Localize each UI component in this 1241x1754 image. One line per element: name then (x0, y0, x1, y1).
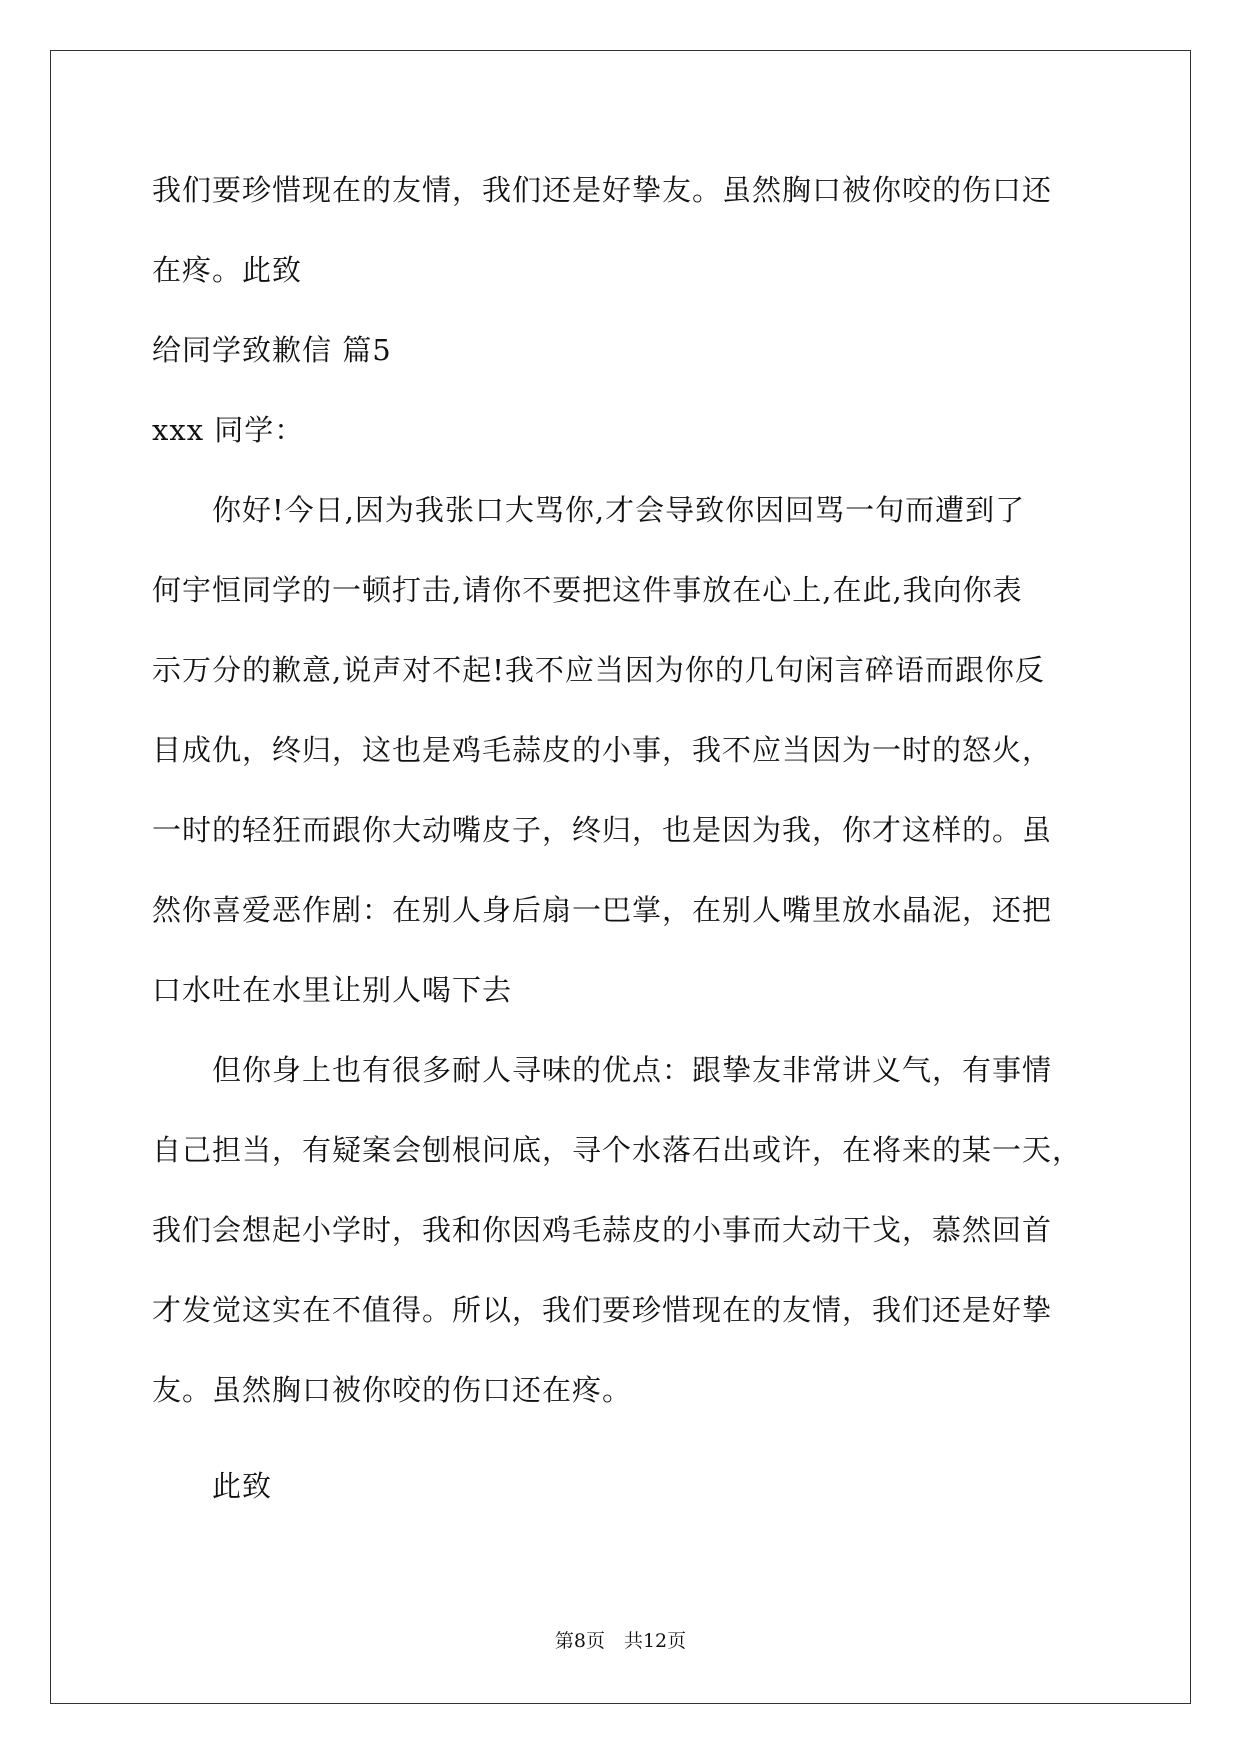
body-line: 一时的轻狂而跟你大动嘴皮子，终归，也是因为我，你才这样的。虽 (152, 813, 1053, 847)
body-line: 目成仇，终归，这也是鸡毛蒜皮的小事，我不应当因为一时的怒火， (152, 733, 1053, 767)
body-line: 你好!今日,因为我张口大骂你,才会导致你因回骂一句而遭到了 (212, 493, 1026, 527)
body-line: 友。虽然胸口被你咬的伤口还在疼。 (152, 1373, 633, 1407)
body-line: 何宇恒同学的一顿打击,请你不要把这件事放在心上,在此,我向你表 (152, 573, 1023, 607)
body-line: 示万分的歉意,说声对不起!我不应当因为你的几句闲言碎语而跟你反 (152, 653, 1045, 687)
page-number: 第8页 共12页 (554, 1630, 687, 1652)
body-line: 我们会想起小学时，我和你因鸡毛蒜皮的小事而大动干戈，慕然回首 (152, 1213, 1053, 1247)
body-line: 然你喜爱恶作剧：在别人身后扇一巴掌，在别人嘴里放水晶泥，还把 (152, 893, 1053, 927)
body-line: 自己担当，有疑案会刨根问底，寻个水落石出或许，在将来的某一天， (152, 1133, 1083, 1167)
body-line: 才发觉这实在不值得。所以，我们要珍惜现在的友情，我们还是好挚 (152, 1293, 1053, 1327)
page-border (50, 50, 1191, 1704)
page-footer (0, 1629, 1241, 1653)
body-line: 但你身上也有很多耐人寻味的优点：跟挚友非常讲义气，有事情 (212, 1053, 1053, 1087)
salutation: xxx 同学： (152, 413, 305, 447)
body-line: 我们要珍惜现在的友情，我们还是好挚友。虽然胸口被你咬的伤口还 (152, 173, 1053, 207)
body-line: 在疼。此致 (152, 253, 303, 287)
body-line: 口水吐在水里让别人喝下去 (152, 973, 513, 1007)
closing: 此致 (212, 1469, 273, 1503)
section-heading: 给同学致歉信 篇5 (152, 333, 392, 367)
